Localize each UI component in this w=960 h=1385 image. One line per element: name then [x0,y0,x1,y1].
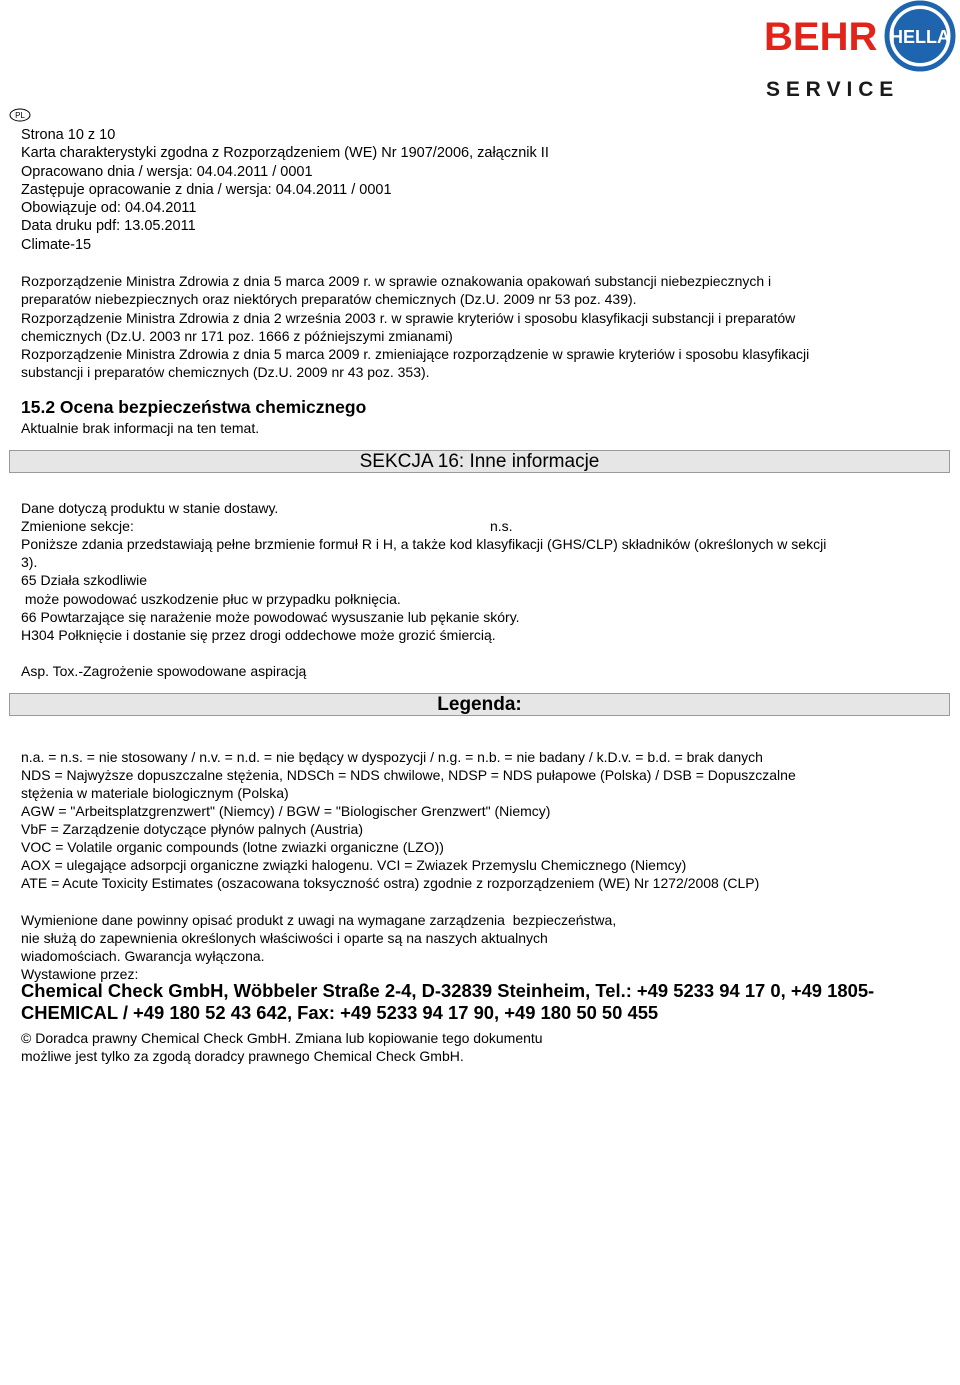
h-phrase-h304: H304 Połknięcie i dostanie się przez drogi oddechowe może grozić śmiercią. [21,627,496,643]
legend-line: NDS = Najwyższe dopuszczalne stężenia, NDSCh = NDS chwilowe, NDSP = NDS pułapowe (Polska) / DSB = Dopuszczalne [21,767,796,783]
regulation-line: Rozporządzenie Ministra Zdrowia z dnia 5 marca 2009 r. zmieniające rozporządzenie w sprawie kryteriów i sposobu klasyfikacji [21,346,810,363]
logo-graphic [760,0,960,100]
legend-line: VOC = Volatile organic compounds (lotne zwiazki organiczne (LZO)) [21,839,444,855]
legend-line: n.a. = n.s. = nie stosowany / n.v. = n.d. = nie będący w dyspozycji / n.g. = n.b. = nie badany / k.D.v. = b.d. = brak danych [21,749,763,765]
regulation-line: Rozporządzenie Ministra Zdrowia z dnia 5 marca 2009 r. w sprawie oznakowania opakowań substancji niebezpiecznych i [21,273,772,289]
legend-line: AOX = ulegające adsorpcji organiczne związki halogenu. VCI = Zwiazek Przemyslu Chemicznego (Niemcy) [21,857,687,873]
r-phrase-66: 66 Powtarzające się narażenie może powodować wysuszanie lub pękanie skóry. [21,609,520,625]
service-logo-text: S E R V I C E [766,78,894,100]
disclaimer-line: Wymienione dane powinny opisać produkt z uwagi na wymagane zarządzenia bezpieczeństwa, [21,912,617,928]
section-16-header [9,450,950,473]
legend-line: AGW = "Arbeitsplatzgrenzwert" (Niemcy) / BGW = "Biologischer Grenzwert" (Niemcy) [21,803,551,819]
copyright-line: możliwe jest tylko za zgodą doradcy prawnego Chemical Check GmbH. [21,1048,464,1064]
section-16-line: Dane dotyczą produktu w stanie dostawy. [21,500,279,516]
regulations-block [21,272,941,382]
section-15-2-text: Aktualnie brak informacji na ten temat. [21,420,260,436]
print-date: Data druku pdf: 13.05.2011 [21,218,196,235]
legend-line: ATE = Acute Toxicity Estimates (oszacowana toksyczność ostra) zgodnie z rozporządzeniem (WE) Nr 1272/2008 (CLP) [21,875,760,891]
section-16-title: SEKCJA 16: Inne informacje [359,451,600,472]
regulation-line: chemicznych (Dz.U. 2003 nr 171 poz. 1666 z późniejszymi zmianami) [21,327,453,344]
legend-title: Legenda: [437,694,522,715]
replaces-date: Zastępuje opracowanie z dnia / wersja: 04.04.2011 / 0001 [21,181,392,198]
behr-logo-text: BEHR [764,15,878,59]
document-header [21,126,549,254]
issued-by-label: Wystawione przez: [21,966,139,982]
language-badge [9,108,29,122]
language-badge-graphic [9,108,31,122]
product-name: Climate-15 [21,236,92,253]
regulation-line: Rozporządzenie Ministra Zdrowia z dnia 2 września 2003 r. w sprawie kryteriów i sposobu klasyfikacji substancji i preparatów [21,309,796,326]
r-phrase-65-continuation: może powodować uszkodzenie płuc w przypadku połknięcia. [21,591,401,607]
section-16-line: 3). [21,554,38,570]
section-16-line: Poniższe zdania przedstawiają pełne brzmienie formuł R i H, a także kod klasyfikacji (GHS/CLP) składników (określonych w sekcji [21,536,827,552]
r-phrase-65: 65 Działa szkodliwie [21,572,148,588]
disclaimer-line: wiadomościach. Gwarancja wyłączona. [21,948,265,964]
changed-sections-label: Zmienione sekcje: [21,518,134,534]
language-code: PL [15,111,25,120]
disclaimer-line: nie służą do zapewnienia określonych właściwości i oparte są na naszych aktualnych [21,930,548,946]
regulation-line: preparatów niebezpiecznych oraz niektórych preparatów chemicznych (Dz.U. 2009 nr 53 poz. 439). [21,291,637,308]
copyright-line: © Doradca prawny Chemical Check GmbH. Zmiana lub kopiowanie tego dokumentu [21,1030,543,1046]
document-title: Karta charakterystyki zgodna z Rozporządzeniem (WE) Nr 1907/2006, załącznik II [21,145,549,162]
company-contact-line: Chemical Check GmbH, Wöbbeler Straße 2-4, D-32839 Steinheim, Tel.: +49 5233 94 17 0, +49 1805- [21,980,875,1001]
valid-from-date: Obowiązuje od: 04.04.2011 [21,200,197,217]
legend-line: stężenia w materiale biologicznym (Polska) [21,785,289,801]
company-contact-line: CHEMICAL / +49 180 52 43 642, Fax: +49 5233 94 17 90, +49 180 50 50 455 [21,1002,659,1023]
hella-logo [887,3,953,69]
page-number: Strona 10 z 10 [21,127,116,143]
changed-sections-value: n.s. [490,518,513,534]
classification-asp-tox: Asp. Tox.-Zagrożenie spowodowane aspiracją [21,663,307,679]
legend-header [9,693,950,716]
section-15-2-heading: 15.2 Ocena bezpieczeństwa chemicznego [21,397,367,417]
regulation-line: substancji i preparatów chemicznych (Dz.U. 2009 nr 43 poz. 353). [21,364,430,381]
behr-hella-service-logo [760,0,960,100]
hella-logo-text: HELLA [890,27,950,47]
legend-line: VbF = Zarządzenie dotyczące płynów palnych (Austria) [21,821,363,837]
edited-date: Opracowano dnia / wersja: 04.04.2011 / 0001 [21,163,313,180]
